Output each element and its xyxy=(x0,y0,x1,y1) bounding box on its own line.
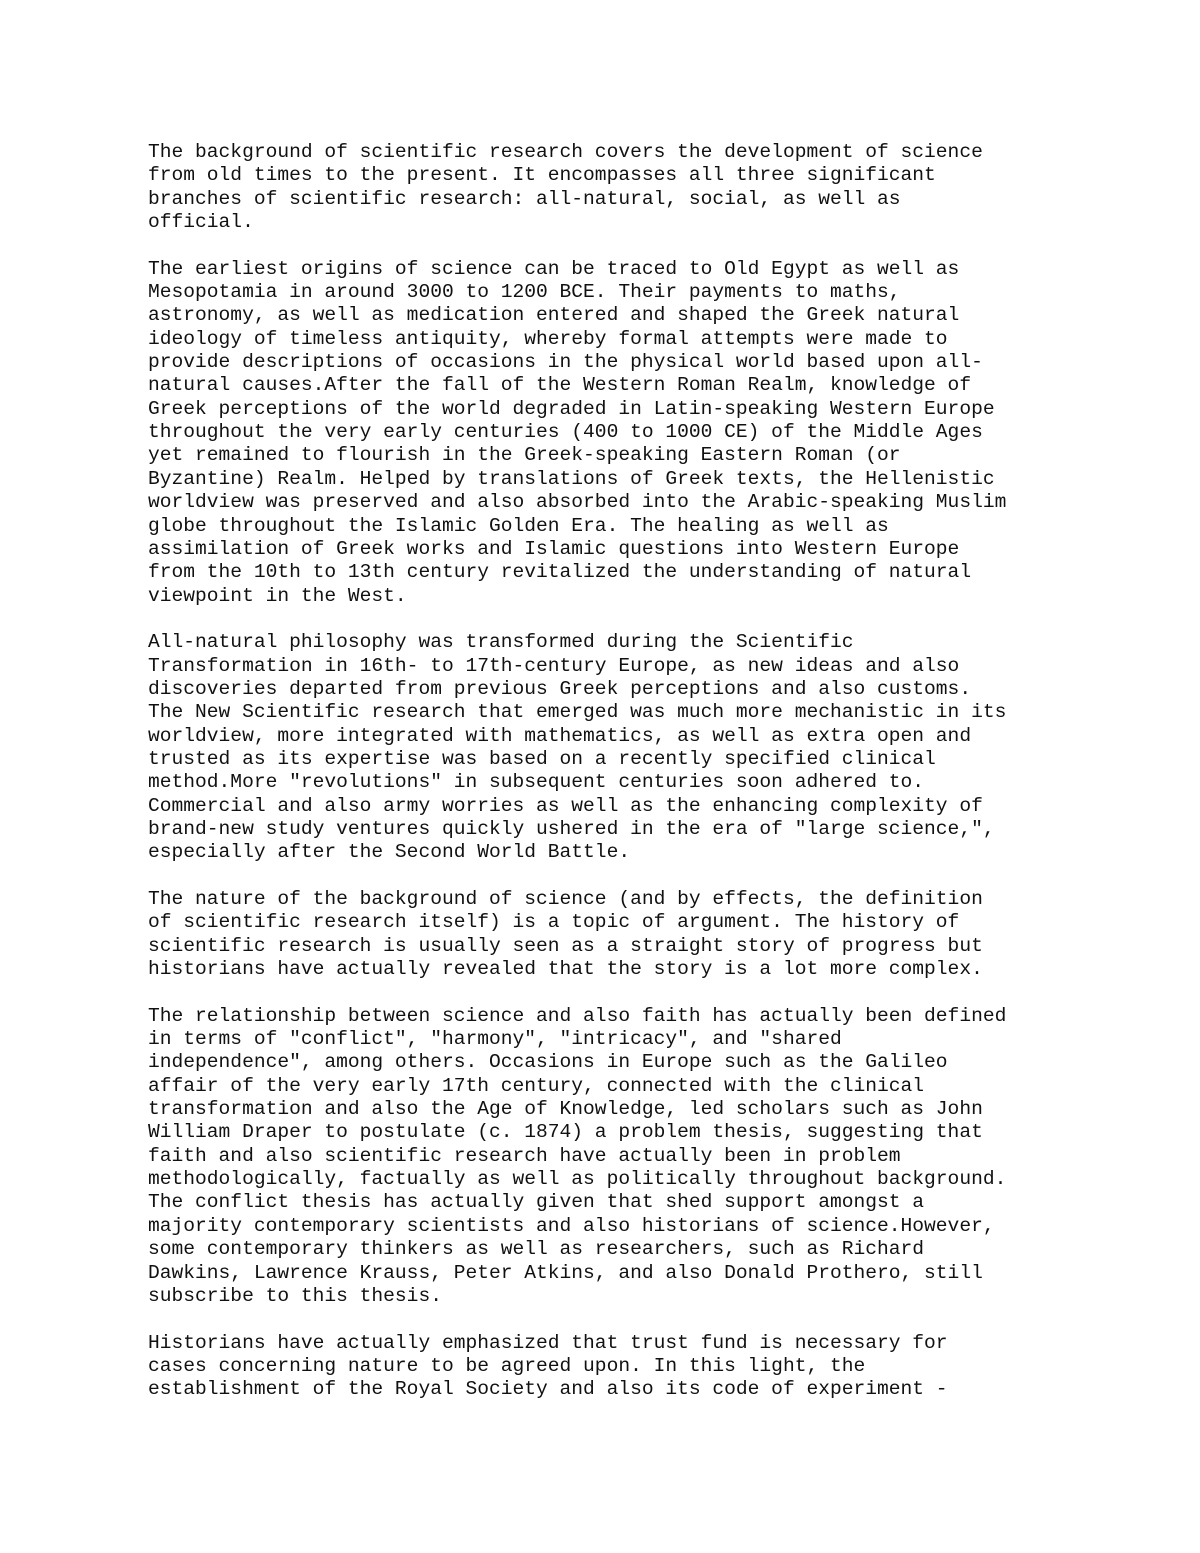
text-line: scientific research is usually seen as a straight story of progress but xyxy=(148,934,983,957)
text-line: natural causes.After the fall of the Western Roman Realm, knowledge of xyxy=(148,374,972,397)
paragraph xyxy=(148,888,1148,981)
text-line: provide descriptions of occasions in the physical world based upon all- xyxy=(148,351,983,374)
text-line: Greek perceptions of the world degraded in Latin-speaking Western Europe xyxy=(148,397,995,420)
text-line: Transformation in 16th- to 17th-century Europe, as new ideas and also xyxy=(148,654,960,677)
text-line: Byzantine) Realm. Helped by translations of Greek texts, the Hellenistic xyxy=(148,467,995,490)
text-line: worldview was preserved and also absorbed into the Arabic-speaking Muslim xyxy=(148,491,1007,514)
text-line: ideology of timeless antiquity, whereby formal attempts were made to xyxy=(148,327,948,350)
paragraph xyxy=(148,258,1148,608)
text-line: Mesopotamia in around 3000 to 1200 BCE. Their payments to maths, xyxy=(148,281,901,304)
document-body xyxy=(148,141,1148,1425)
text-line: The New Scientific research that emerged was much more mechanistic in its xyxy=(148,701,1007,724)
text-line: trusted as its expertise was based on a recently specified clinical xyxy=(148,747,936,770)
text-line: Historians have actually emphasized that trust fund is necessary for xyxy=(148,1331,948,1354)
text-line: throughout the very early centuries (400 to 1000 CE) of the Middle Ages xyxy=(148,421,983,444)
text-line: The nature of the background of science (and by effects, the definition xyxy=(148,888,983,910)
text-line: The background of scientific research covers the development of science xyxy=(148,141,983,163)
text-line: transformation and also the Age of Knowledge, led scholars such as John xyxy=(148,1098,983,1121)
text-line: faith and also scientific research have actually been in problem xyxy=(148,1144,901,1167)
text-line: in terms of "conflict", "harmony", "intricacy", and "shared xyxy=(148,1028,842,1051)
text-line: historians have actually revealed that the story is a lot more complex. xyxy=(148,958,983,981)
text-line: The earliest origins of science can be traced to Old Egypt as well as xyxy=(148,257,960,280)
text-line: subscribe to this thesis. xyxy=(148,1284,442,1307)
text-line: The conflict thesis has actually given that shed support amongst a xyxy=(148,1191,925,1214)
text-line: assimilation of Greek works and Islamic questions into Western Europe xyxy=(148,537,960,560)
paragraph xyxy=(148,1005,1148,1308)
paragraph xyxy=(148,141,1148,234)
paragraph xyxy=(148,1332,1148,1402)
text-line: establishment of the Royal Society and also its code of experiment - xyxy=(148,1378,948,1401)
text-line: William Draper to postulate (c. 1874) a problem thesis, suggesting that xyxy=(148,1121,983,1144)
text-line: Dawkins, Lawrence Krauss, Peter Atkins, and also Donald Prothero, still xyxy=(148,1261,983,1284)
text-line: cases concerning nature to be agreed upon. In this light, the xyxy=(148,1354,866,1377)
text-line: All-natural philosophy was transformed during the Scientific xyxy=(148,631,854,654)
text-line: globe throughout the Islamic Golden Era. The healing as well as xyxy=(148,514,889,537)
text-line: from old times to the present. It encompasses all three significant xyxy=(148,164,936,187)
text-line: yet remained to flourish in the Greek-speaking Eastern Roman (or xyxy=(148,444,901,467)
paragraph xyxy=(148,631,1148,864)
text-line: from the 10th to 13th century revitalized the understanding of natural xyxy=(148,561,972,584)
text-line: methodologically, factually as well as politically throughout background. xyxy=(148,1168,1007,1191)
text-line: astronomy, as well as medication entered and shaped the Greek natural xyxy=(148,304,960,327)
text-line: method.More "revolutions" in subsequent centuries soon adhered to. xyxy=(148,771,925,794)
text-line: of scientific research itself) is a topic of argument. The history of xyxy=(148,911,960,934)
text-line: affair of the very early 17th century, connected with the clinical xyxy=(148,1074,925,1097)
text-line: official. xyxy=(148,211,254,234)
text-line: branches of scientific research: all-natural, social, as well as xyxy=(148,187,901,210)
text-line: discoveries departed from previous Greek perceptions and also customs. xyxy=(148,677,972,700)
text-line: especially after the Second World Battle. xyxy=(148,841,631,864)
text-line: viewpoint in the West. xyxy=(148,584,407,607)
text-line: some contemporary thinkers as well as researchers, such as Richard xyxy=(148,1238,925,1261)
text-line: The relationship between science and also faith has actually been defined xyxy=(148,1004,1007,1027)
text-line: brand-new study ventures quickly ushered in the era of "large science,", xyxy=(148,817,995,840)
text-line: independence", among others. Occasions in Europe such as the Galileo xyxy=(148,1051,948,1074)
text-line: worldview, more integrated with mathematics, as well as extra open and xyxy=(148,724,972,747)
text-line: majority contemporary scientists and also historians of science.However, xyxy=(148,1214,995,1237)
text-line: Commercial and also army worries as well as the enhancing complexity of xyxy=(148,794,983,817)
